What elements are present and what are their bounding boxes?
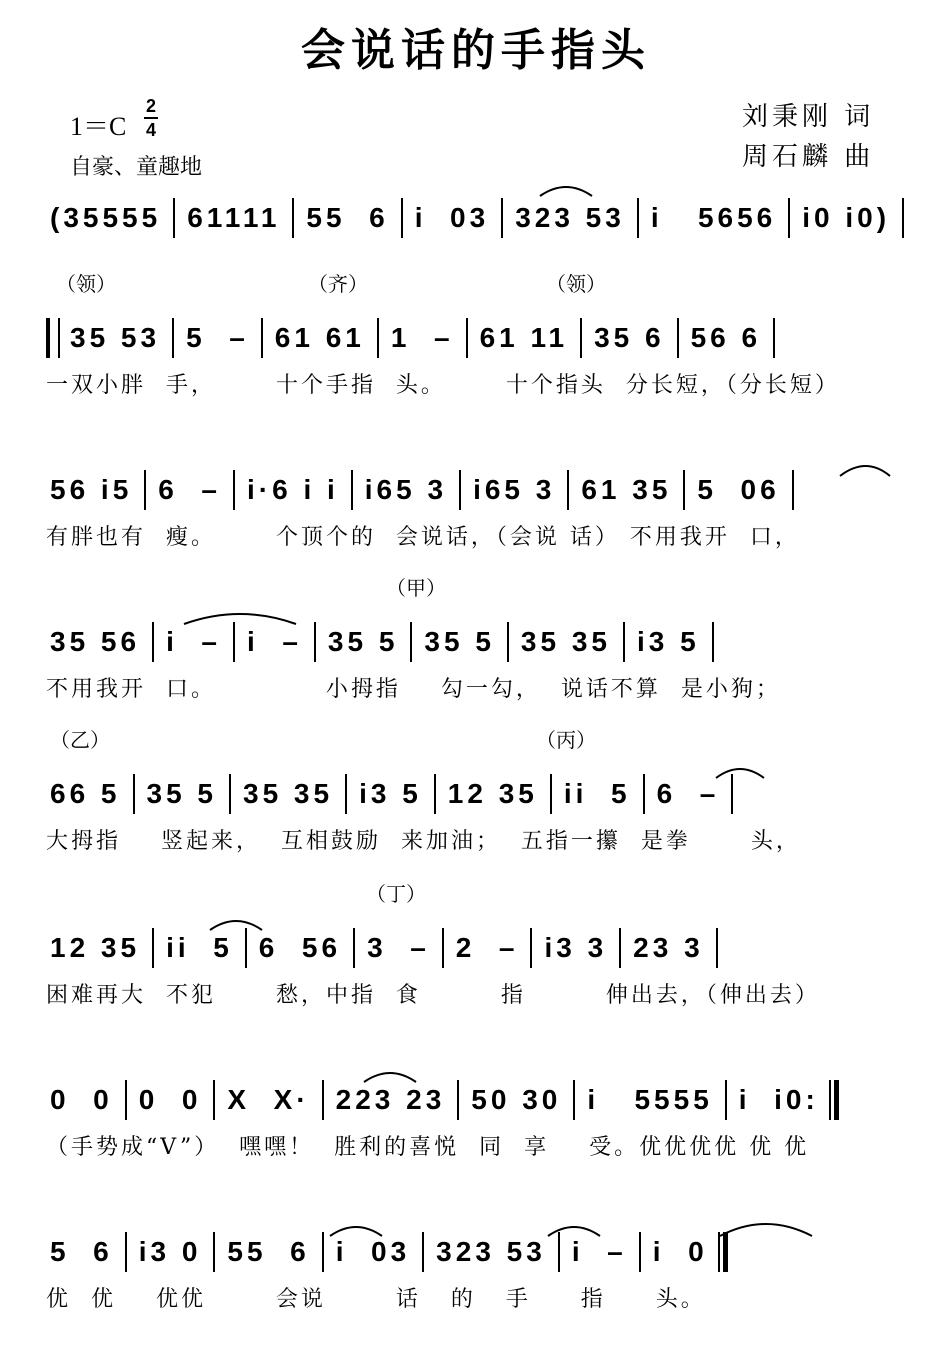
measure: (35555: [50, 202, 162, 233]
measure: 55 6: [306, 202, 389, 233]
notation-line: [46, 772, 916, 816]
barline: [322, 1080, 324, 1120]
final-barline: [718, 1232, 728, 1272]
measure: 35 56: [50, 626, 141, 657]
barline: [459, 470, 461, 510]
measure: 5 06: [697, 474, 780, 505]
time-signature-bottom: 4: [145, 120, 156, 140]
barline: [725, 1080, 727, 1120]
lyric-line: 有胖也有 瘦。 个顶个的 会说话，（会说 话） 不用我开 口，: [46, 525, 800, 550]
part-marking: （丁）: [366, 882, 426, 906]
part-marking: （领）: [546, 272, 606, 296]
time-signature-top: 2: [145, 96, 156, 116]
barline: [623, 622, 625, 662]
measure: 35 5: [146, 778, 217, 809]
time-signature: [144, 96, 158, 140]
lyric-line: 困难再大 不犯 愁，中指 食 指 伸出去，（伸出去）: [46, 983, 820, 1008]
song-title: 会说话的手指头: [301, 25, 651, 76]
measure: 35 53: [70, 322, 161, 353]
measure: i65 3: [473, 474, 556, 505]
notation-line: [46, 316, 916, 360]
barline: [353, 928, 355, 968]
barline: [229, 774, 231, 814]
notation-line: [46, 926, 916, 970]
measure: i 03: [335, 1236, 411, 1267]
measure: 12 35: [447, 778, 538, 809]
lyric-line: [46, 250, 916, 282]
barline: [558, 1232, 560, 1272]
measure: 35 5: [327, 626, 399, 657]
lyric-line: 大拇指 竖起来， 互相鼓励 来加油； 五指一攥 是拳 头，: [46, 829, 801, 854]
barline: [434, 774, 436, 814]
measure: i 0: [652, 1236, 708, 1267]
barline: [152, 622, 154, 662]
barline: [377, 318, 379, 358]
barline: [233, 622, 235, 662]
barline: [643, 774, 645, 814]
barline: [580, 318, 582, 358]
composer-credit: 周石麟 曲: [742, 142, 875, 172]
barline: [683, 470, 685, 510]
barline: [172, 318, 174, 358]
lyric-line: 优 优 优优 会说 话 的 手 指 头。: [46, 1287, 706, 1312]
barline: [213, 1232, 215, 1272]
barline: [245, 928, 247, 968]
notation-line: [46, 1230, 916, 1274]
measure: i –: [571, 1236, 627, 1267]
barline: [773, 318, 775, 358]
measure: i·6 i i: [246, 474, 339, 505]
measure: 6 –: [158, 474, 221, 505]
measure: i3 3: [544, 932, 608, 963]
barline: [144, 470, 146, 510]
barline: [639, 1232, 641, 1272]
triplet-arc: [540, 187, 592, 196]
part-marking: （甲）: [386, 576, 446, 600]
barline: [788, 198, 790, 238]
lyric-line: 不用我开 口。 小拇指 勾一勾， 说话不算 是小狗；: [46, 677, 781, 702]
measure: 55 6: [227, 1236, 310, 1267]
barline: [233, 470, 235, 510]
measure: 35 35: [243, 778, 334, 809]
measure: 35 35: [520, 626, 611, 657]
measure: 6 56: [258, 932, 342, 963]
measure: 61111: [187, 202, 281, 233]
measure: i 5656: [650, 202, 777, 233]
measure: i i0:: [738, 1084, 819, 1115]
barline: [133, 774, 135, 814]
part-marking: （丙）: [536, 728, 596, 752]
barline: [261, 318, 263, 358]
barline: [637, 198, 639, 238]
barline: [314, 622, 316, 662]
measure: 1 –: [390, 322, 454, 353]
lyric-line: 一双小胖 手， 十个手指 头。 十个指头 分长短，（分长短）: [46, 373, 840, 398]
measure: 61 61: [274, 322, 365, 353]
barline: [422, 1232, 424, 1272]
barline: [410, 622, 412, 662]
barline: [573, 1080, 575, 1120]
measure: i3 5: [637, 626, 700, 657]
lyric-line: （手势成“V”） 嘿嘿！ 胜利的喜悦 同 享 受。优优优优 优 优: [46, 1135, 810, 1160]
barline: [792, 470, 794, 510]
barline: [530, 928, 532, 968]
barline: [125, 1232, 127, 1272]
measure: 2 –: [455, 932, 519, 963]
measure: 56 6: [690, 322, 762, 353]
repeat-end-barline: [829, 1080, 839, 1120]
measure: 50 30: [471, 1084, 562, 1115]
measure: i 03: [414, 202, 490, 233]
measure: 323 53: [436, 1236, 546, 1267]
barline: [125, 1080, 127, 1120]
measure: i3 5: [359, 778, 422, 809]
barline: [292, 198, 294, 238]
measure: 5 –: [186, 322, 249, 353]
measure: 6 –: [656, 778, 720, 809]
barline: [619, 928, 621, 968]
measure: 223 23: [335, 1084, 446, 1115]
measure: 12 35: [50, 932, 141, 963]
barline: [152, 928, 154, 968]
barline: [712, 622, 714, 662]
barline: [457, 1080, 459, 1120]
part-marking: （领）: [56, 272, 116, 296]
barline: [442, 928, 444, 968]
lyricist-credit: 刘秉刚 词: [742, 102, 875, 132]
measure: 35 5: [424, 626, 495, 657]
repeat-start-barline: [46, 318, 60, 358]
barline: [567, 470, 569, 510]
measure: ii 5: [563, 778, 631, 809]
tempo-marking: 自豪、童趣地: [70, 155, 203, 180]
measure: i3 0: [138, 1236, 202, 1267]
barline: [550, 774, 552, 814]
measure: 0 0: [138, 1084, 202, 1115]
measure: 56 i5: [50, 474, 133, 505]
barline: [902, 198, 904, 238]
barline: [716, 928, 718, 968]
time-signature-line: [144, 117, 158, 119]
measure: i0 i0): [802, 202, 891, 233]
measure: i –: [166, 626, 221, 657]
barline: [677, 318, 679, 358]
measure: i 5555: [587, 1084, 713, 1115]
measure: 66 5: [50, 778, 121, 809]
notation-line: [46, 468, 916, 512]
part-marking: （齐）: [308, 272, 368, 296]
notation-line: [46, 196, 916, 240]
barline: [401, 198, 403, 238]
barline: [507, 622, 509, 662]
measure: 61 11: [479, 322, 569, 353]
barline: [213, 1080, 215, 1120]
part-marking: （乙）: [50, 728, 110, 752]
measure: i65 3: [364, 474, 448, 505]
measure: 23 3: [633, 932, 704, 963]
measure: i –: [247, 626, 302, 657]
key-signature: 1＝C: [70, 112, 127, 141]
measure: X X·: [227, 1084, 310, 1115]
barline: [322, 1232, 324, 1272]
measure: 5 6: [50, 1236, 113, 1267]
measure: 0 0: [50, 1084, 113, 1115]
measure: 35 6: [594, 322, 665, 353]
barline: [351, 470, 353, 510]
barline: [345, 774, 347, 814]
barline: [466, 318, 468, 358]
measure: ii 5: [166, 932, 233, 963]
notation-line: [46, 620, 916, 664]
barline: [731, 774, 733, 814]
measure: 61 35: [581, 474, 672, 505]
barline: [173, 198, 175, 238]
barline: [501, 198, 503, 238]
notation-line: [46, 1078, 916, 1122]
measure: 3 –: [367, 932, 430, 963]
measure: 323 53: [515, 202, 625, 233]
